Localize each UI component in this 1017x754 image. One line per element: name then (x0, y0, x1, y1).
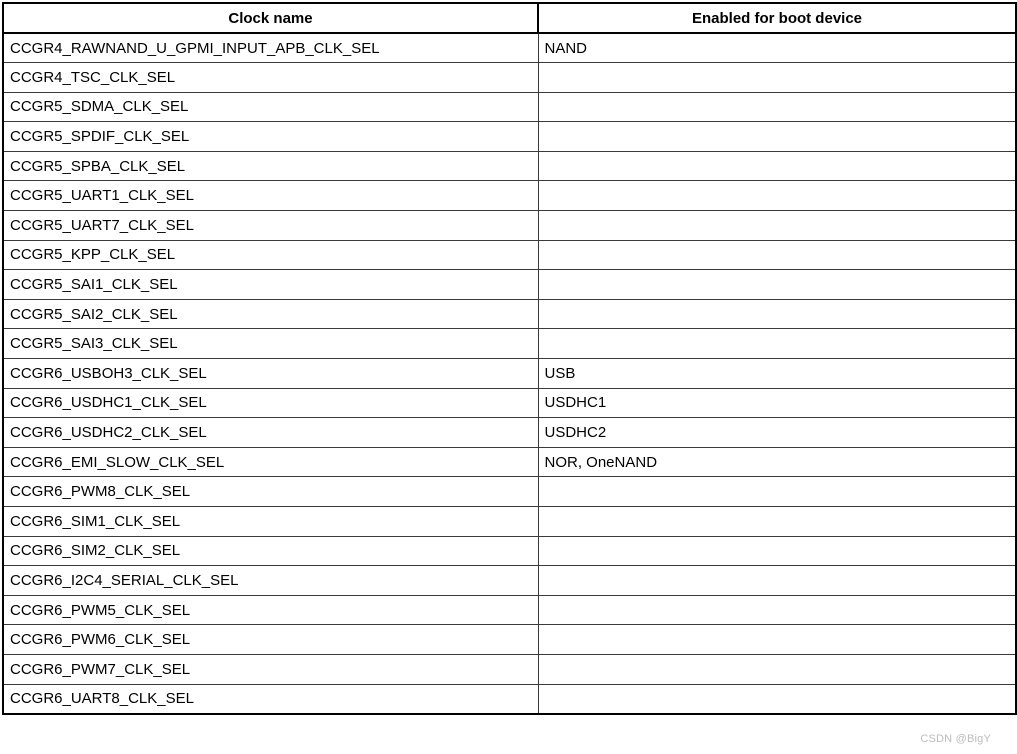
table-row (3, 625, 1016, 655)
clock-name-cell: CCGR5_SAI1_CLK_SEL (3, 270, 538, 300)
table-row (3, 299, 1016, 329)
boot-device-cell (538, 270, 1016, 300)
clock-name-cell: CCGR5_SDMA_CLK_SEL (3, 92, 538, 122)
boot-device-cell: NAND (538, 33, 1016, 63)
boot-device-cell (538, 122, 1016, 152)
table-row (3, 33, 1016, 63)
clock-name-cell: CCGR6_USBOH3_CLK_SEL (3, 359, 538, 389)
boot-device-cell (538, 92, 1016, 122)
watermark-text: CSDN @BigY (920, 733, 991, 745)
clock-name-cell: CCGR6_SIM1_CLK_SEL (3, 507, 538, 537)
boot-device-cell (538, 240, 1016, 270)
table-row (3, 654, 1016, 684)
boot-device-cell (538, 181, 1016, 211)
clock-name-cell: CCGR4_RAWNAND_U_GPMI_INPUT_APB_CLK_SEL (3, 33, 538, 63)
boot-device-cell (538, 299, 1016, 329)
table-row (3, 211, 1016, 241)
boot-device-cell (538, 536, 1016, 566)
boot-device-cell (538, 211, 1016, 241)
boot-device-cell (538, 507, 1016, 537)
boot-device-cell (538, 654, 1016, 684)
boot-device-cell: USDHC1 (538, 388, 1016, 418)
table-row (3, 388, 1016, 418)
boot-device-cell: USB (538, 359, 1016, 389)
table-row (3, 151, 1016, 181)
clock-name-cell: CCGR5_SAI3_CLK_SEL (3, 329, 538, 359)
table-row (3, 92, 1016, 122)
table-row (3, 359, 1016, 389)
table-row (3, 477, 1016, 507)
table-row (3, 270, 1016, 300)
clock-name-cell: CCGR5_KPP_CLK_SEL (3, 240, 538, 270)
clock-boot-device-table (2, 2, 1017, 715)
table-row (3, 566, 1016, 596)
table-row (3, 63, 1016, 93)
clock-name-cell: CCGR6_EMI_SLOW_CLK_SEL (3, 447, 538, 477)
table-row (3, 329, 1016, 359)
boot-device-cell: NOR, OneNAND (538, 447, 1016, 477)
clock-name-cell: CCGR6_PWM7_CLK_SEL (3, 654, 538, 684)
table-row (3, 507, 1016, 537)
table-body (3, 33, 1016, 714)
boot-device-cell (538, 625, 1016, 655)
clock-name-cell: CCGR6_UART8_CLK_SEL (3, 684, 538, 714)
table-row (3, 595, 1016, 625)
boot-device-cell (538, 566, 1016, 596)
clock-name-cell: CCGR5_UART1_CLK_SEL (3, 181, 538, 211)
clock-name-cell: CCGR5_UART7_CLK_SEL (3, 211, 538, 241)
table-row (3, 447, 1016, 477)
boot-device-cell (538, 329, 1016, 359)
table-header-row (3, 3, 1016, 33)
table-row (3, 181, 1016, 211)
boot-device-cell: USDHC2 (538, 418, 1016, 448)
table-row (3, 240, 1016, 270)
clock-name-cell: CCGR6_PWM8_CLK_SEL (3, 477, 538, 507)
clock-name-cell: CCGR4_TSC_CLK_SEL (3, 63, 538, 93)
clock-name-cell: CCGR6_PWM5_CLK_SEL (3, 595, 538, 625)
boot-device-cell (538, 477, 1016, 507)
clock-name-cell: CCGR5_SAI2_CLK_SEL (3, 299, 538, 329)
column-header-boot-device: Enabled for boot device (538, 3, 1016, 33)
boot-device-cell (538, 684, 1016, 714)
column-header-clock-name: Clock name (3, 3, 538, 33)
table-row (3, 536, 1016, 566)
boot-device-cell (538, 63, 1016, 93)
clock-name-cell: CCGR5_SPBA_CLK_SEL (3, 151, 538, 181)
clock-name-cell: CCGR6_SIM2_CLK_SEL (3, 536, 538, 566)
clock-name-cell: CCGR6_USDHC2_CLK_SEL (3, 418, 538, 448)
clock-name-cell: CCGR6_PWM6_CLK_SEL (3, 625, 538, 655)
table-row (3, 684, 1016, 714)
table-row (3, 122, 1016, 152)
clock-name-cell: CCGR6_I2C4_SERIAL_CLK_SEL (3, 566, 538, 596)
boot-device-cell (538, 151, 1016, 181)
clock-name-cell: CCGR5_SPDIF_CLK_SEL (3, 122, 538, 152)
clock-name-cell: CCGR6_USDHC1_CLK_SEL (3, 388, 538, 418)
boot-device-cell (538, 595, 1016, 625)
table-row (3, 418, 1016, 448)
